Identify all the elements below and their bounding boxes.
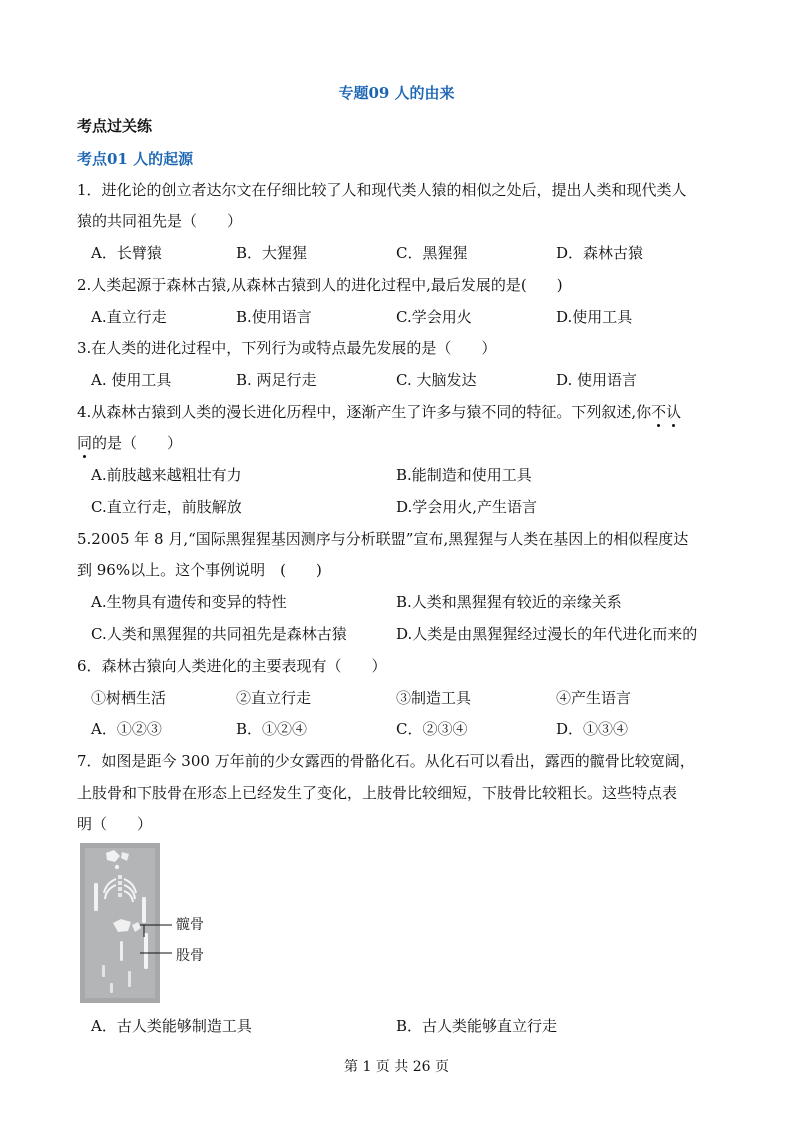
question-2-option-a: A.直立行走 bbox=[91, 308, 167, 326]
question-7-option-a: A．古人类能够制造工具 bbox=[91, 1017, 252, 1035]
question-5-option-d: D.人类是由黑猩猩经过漫长的年代进化而来的 bbox=[396, 625, 698, 643]
question-6-option-b: B．①②④ bbox=[236, 720, 308, 738]
question-3-option-a: A. 使用工具 bbox=[91, 371, 172, 389]
question-1-option-a: A．长臂猿 bbox=[91, 244, 162, 262]
question-5-option-a: A.生物具有遗传和变异的特性 bbox=[91, 593, 287, 611]
question-1-text-line-1: 1．进化论的创立者达尔文在仔细比较了人和现代类人猿的相似之处后，提出人类和现代类人 bbox=[77, 181, 687, 199]
question-3-option-d: D. 使用语言 bbox=[556, 371, 638, 389]
emphasis-mark-char: 同 bbox=[77, 434, 93, 452]
question-2-text: 2.人类起源于森林古猿,从森林古猿到人的进化过程中,最后发展的是( ) bbox=[77, 276, 563, 294]
emphasis-mark-char: 不 bbox=[651, 403, 667, 421]
question-6-option-c: C．②③④ bbox=[396, 720, 468, 738]
figure-label-femur: 股骨 bbox=[176, 948, 204, 964]
question-5-option-b: B.人类和黑猩猩有较近的亲缘关系 bbox=[396, 593, 622, 611]
section-heading: 考点过关练 bbox=[77, 117, 153, 135]
question-3-option-b: B. 两足行走 bbox=[236, 371, 317, 389]
question-6-item-3: ③制造工具 bbox=[396, 689, 472, 707]
figure-label-hip-bone: 髋骨 bbox=[176, 917, 204, 933]
question-4-text-line-1 bbox=[77, 401, 681, 422]
question-1-text-line-2: 猿的共同祖先是（ ） bbox=[77, 212, 243, 230]
question-4-option-a: A.前肢越来越粗壮有力 bbox=[91, 466, 242, 484]
question-4-option-d: D.学会用火,产生语言 bbox=[396, 498, 538, 516]
question-1-option-d: D．森林古猿 bbox=[556, 244, 644, 262]
question-2-option-c: C.学会用火 bbox=[396, 308, 472, 326]
question-6-item-4: ④产生语言 bbox=[556, 689, 632, 707]
question-7-text-line-1: 7．如图是距今 300 万年前的少女露西的骨骼化石。从化石可以看出，露西的髋骨比较宽阔， bbox=[77, 752, 695, 770]
question-4-text-suffix: 的是（ ） bbox=[92, 434, 183, 452]
label-leader-lines bbox=[140, 915, 180, 965]
question-5-text-line-2: 到 96%以上。这个事例说明 ( ) bbox=[77, 561, 322, 579]
question-3-text: 3.在人类的进化过程中，下列行为或特点最先发展的是（ ） bbox=[77, 339, 497, 357]
question-1-option-b: B．大猩猩 bbox=[236, 244, 308, 262]
page-title: 专题09 人的由来 bbox=[338, 84, 455, 102]
question-7-text-line-3: 明（ ） bbox=[77, 815, 153, 833]
question-6-item-1: ①树栖生活 bbox=[91, 689, 167, 707]
subsection-heading: 考点01 人的起源 bbox=[77, 150, 194, 168]
question-3-option-c: C. 大脑发达 bbox=[396, 371, 477, 389]
question-6-option-d: D．①③④ bbox=[556, 720, 629, 738]
question-5-text-line-1: 5.2005 年 8 月,“国际黑猩猩基因测序与分析联盟”宣布,黑猩猩与人类在基因上的相似程度达 bbox=[77, 530, 689, 548]
question-7-text-line-2: 上肢骨和下肢骨在形态上已经发生了变化，上肢骨比较细短，下肢骨比较粗长。这些特点表 bbox=[77, 784, 678, 802]
question-6-item-2: ②直立行走 bbox=[236, 689, 312, 707]
question-1-option-c: C．黑猩猩 bbox=[396, 244, 468, 262]
emphasis-mark-char: 认 bbox=[666, 403, 682, 421]
question-2-option-b: B.使用语言 bbox=[236, 308, 312, 326]
question-5-option-c: C.人类和黑猩猩的共同祖先是森林古猿 bbox=[91, 625, 347, 643]
question-4-text-prefix: 4.从森林古猿到人类的漫长进化历程中，逐渐产生了许多与猿不同的特征。下列叙述,你 bbox=[77, 403, 652, 421]
question-4-option-b: B.能制造和使用工具 bbox=[396, 466, 532, 484]
question-4-option-c: C.直立行走，前肢解放 bbox=[91, 498, 242, 516]
question-2-option-d: D.使用工具 bbox=[556, 308, 633, 326]
page-footer: 第 1 页 共 26 页 bbox=[344, 1059, 449, 1075]
question-7-option-b: B．古人类能够直立行走 bbox=[396, 1017, 558, 1035]
question-6-option-a: A．①②③ bbox=[91, 720, 162, 738]
question-4-text-line-2 bbox=[77, 432, 182, 453]
question-6-text: 6．森林古猿向人类进化的主要表现有（ ） bbox=[77, 657, 387, 675]
